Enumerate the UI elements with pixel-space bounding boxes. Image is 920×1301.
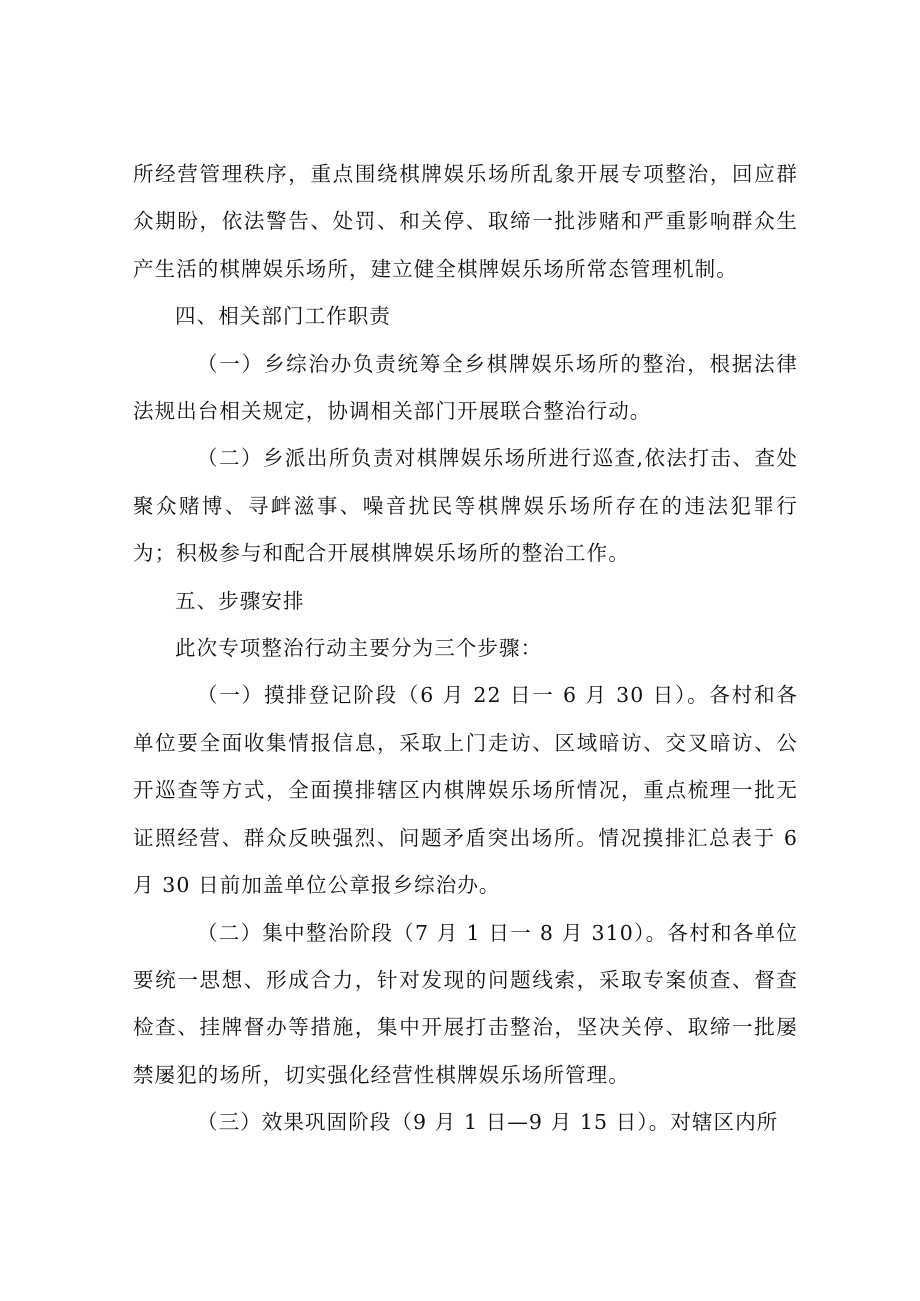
section-heading-department-duties: 四、相关部门工作职责	[175, 304, 391, 329]
section-heading-steps: 五、步骤安排	[175, 588, 305, 613]
steps-intro: 此次专项整治行动主要分为三个步骤：	[175, 636, 543, 661]
paragraph-order-management: 所经营管理秩序，重点围绕棋牌娱乐场所乱象开展专项整治，回应群众期盼，依法警告、处罚、和关停、取缔一批涉赌和严重影响群众生产生活的棋牌娱乐场所，建立健全棋牌娱乐场所常态管理机制。	[133, 162, 798, 281]
duty-item-police-station: （二）乡派出所负责对棋牌娱乐场所进行巡查,依法打击、查处聚众赌博、寻衅滋事、噪音扰民等棋牌娱乐场所存在的违法犯罪行为；积极参与和配合开展棋牌娱乐场所的整治工作。	[133, 446, 798, 566]
step-item-consolidation: （三）效果巩固阶段（9 月 1 日—9 月 15 日）。对辖区内所	[197, 1110, 779, 1135]
step-item-rectification: （二）集中整治阶段（7 月 1 日一 8 月 310）。各村和各单位要统一思想、形成合力，针对发现的问题线索，采取专案侦查、督查检查、挂牌督办等措施，集中开展打击整治，坚决关停、取缔一批屡禁屡犯的场所，切实强化经营性棋牌娱乐场所管理。	[133, 920, 798, 1087]
step-item-registration: （一）摸排登记阶段（6 月 22 日一 6 月 30 日）。各村和各单位要全面收集情报信息，采取上门走访、区域暗访、交叉暗访、公开巡查等方式，全面摸排辖区内棋牌娱乐场所情况，重点梳理一批无证照经营、群众反映强烈、问题矛盾突出场所。情况摸排汇总表于 6 月 30 日前加盖单位公章报乡综治办。	[133, 683, 798, 898]
duty-item-comprehensive-office: （一）乡综治办负责统筹全乡棋牌娱乐场所的整治，根据法律法规出台相关规定，协调相关部门开展联合整治行动。	[133, 351, 798, 424]
document-body	[133, 151, 798, 1147]
